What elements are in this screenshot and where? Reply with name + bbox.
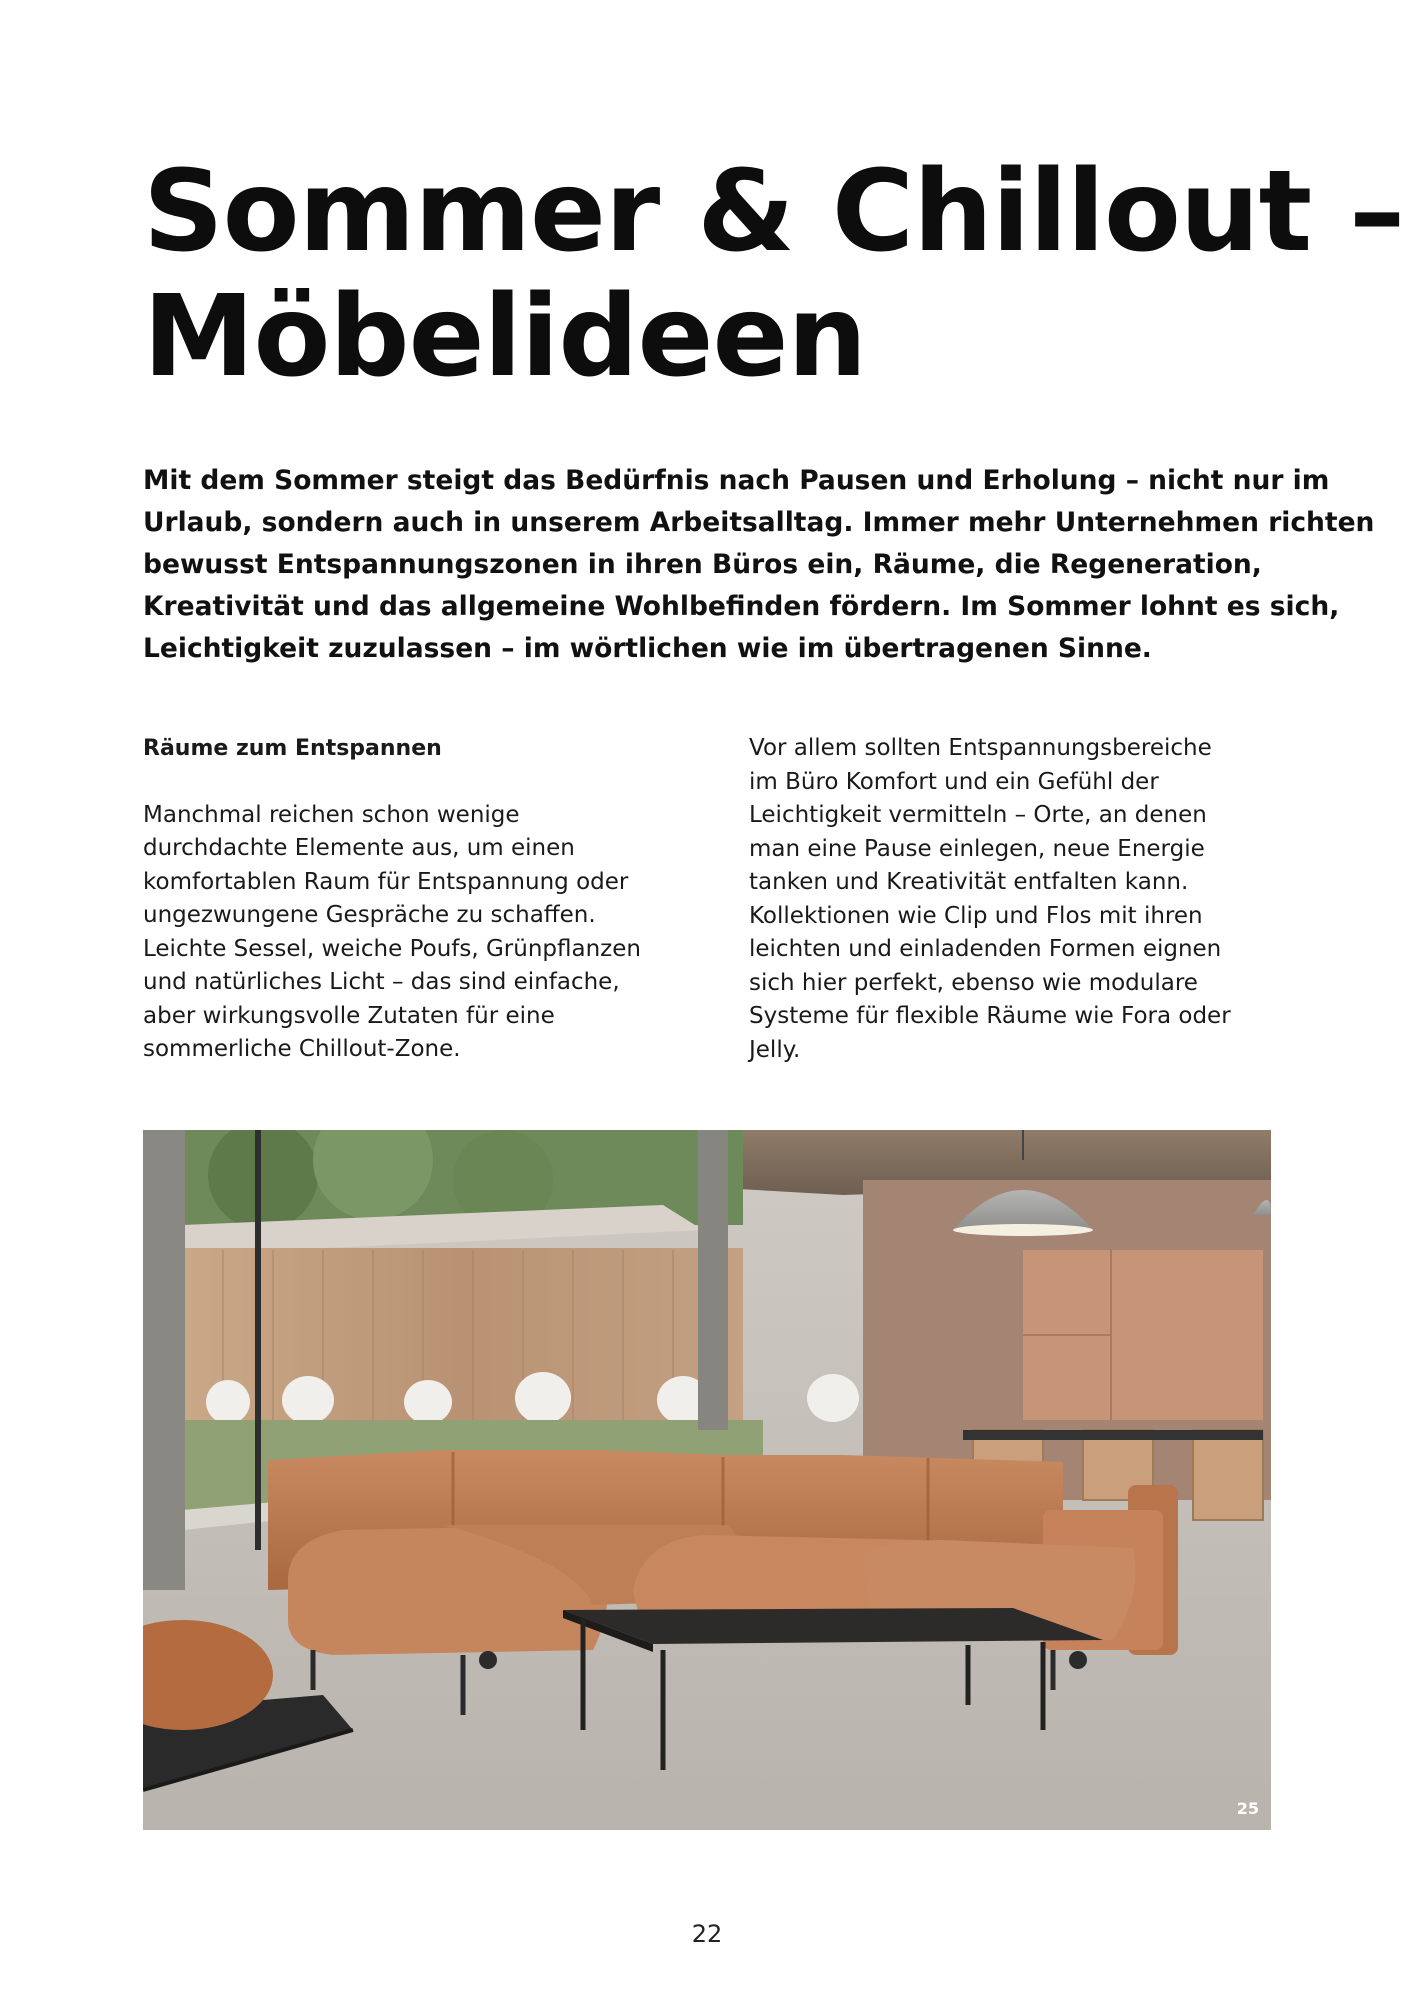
page-number: 22 [691,1920,723,1948]
body-line: ungezwungene Gespräche zu schaffen. [143,902,596,928]
lead-line: Urlaub, sondern auch in unserem Arbeitsalltag. Immer mehr Unternehmen richten [143,507,1375,538]
body-line: Jelly. [749,1036,801,1063]
title-line-2: Möbelideen [143,272,867,402]
lounge-illustration [143,1130,1271,1830]
title-line-1: Sommer & Chillout – [143,147,1405,277]
body-line: Kollektionen wie Clip und Flos mit ihren [749,902,1203,929]
body-line: sommerliche Chillout-Zone. [143,1036,461,1062]
body-line: man eine Pause einlegen, neue Energie [749,835,1205,862]
body-line: Leichtigkeit vermitteln – Orte, an denen [749,802,1207,828]
body-line: im Büro Komfort und ein Gefühl der [749,768,1159,795]
lead-line: bewusst Entspannungszonen in ihren Büros ein, Räume, die Regeneration, [143,549,1262,580]
body-line: leichten und einladenden Formen eignen [749,936,1222,962]
lead-line: Leichtigkeit zuzulassen – im wörtlichen wie im übertragenen Sinne. [143,633,1152,664]
lead-line: Mit dem Sommer steigt das Bedürfnis nach Pausen und Erholung – nicht nur im [143,465,1330,496]
body-line: aber wirkungsvolle Zutaten für eine [143,1002,555,1029]
lead-paragraph [143,460,1375,670]
page-title [143,147,1405,402]
body-line: und natürliches Licht – das sind einfache, [143,969,620,995]
body-line: sich hier perfekt, ebenso wie modulare [749,969,1198,996]
body-line: Vor allem sollten Entspannungsbereiche [749,735,1212,761]
right-column [749,732,1309,1067]
body-line: Systeme für flexible Räume wie Fora oder [749,1003,1231,1029]
image-number: 25 [1236,1799,1259,1818]
section-heading: Räume zum Entspannen [143,736,442,761]
body-line: durchdachte Elemente aus, um einen [143,835,575,861]
body-line: tanken und Kreativität entfalten kann. [749,869,1189,895]
body-line: Manchmal reichen schon wenige [143,801,520,828]
body-line: komfortablen Raum für Entspannung oder [143,868,629,895]
left-column [143,732,703,1067]
lounge-photo [143,1130,1271,1830]
body-line: Leichte Sessel, weiche Poufs, Grünpflanzen [143,935,641,962]
lead-line: Kreativität und das allgemeine Wohlbefinden fördern. Im Sommer lohnt es sich, [143,591,1340,622]
